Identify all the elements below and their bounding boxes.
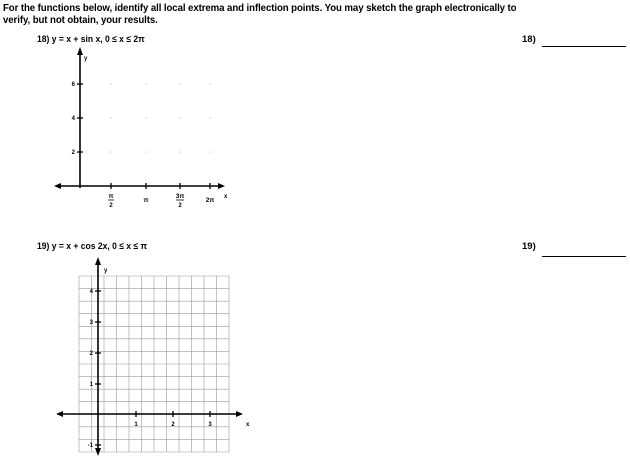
graph-18-dots <box>110 83 211 153</box>
graph-19 <box>56 257 250 456</box>
graph-19-y-tick-label: 4 <box>89 289 93 295</box>
graph-18-y-tick-label: 2 <box>71 150 75 156</box>
graph-18-x-tick-label-num: π <box>143 197 149 204</box>
graph-19-x-label: x <box>246 422 250 428</box>
graph-18-y-tick-label: 6 <box>71 82 75 88</box>
instructions-line-1: For the functions below, identify all local extrema and inflection points. You may sketch the graph electronically to <box>3 2 517 14</box>
graph-19-grid <box>79 276 229 452</box>
instructions-line-2: verify, but not obtain, your results. <box>3 14 158 26</box>
graph-19-y-label: y <box>104 268 108 274</box>
graph-18-y-label: y <box>84 56 88 62</box>
graph-18 <box>54 47 228 209</box>
graph-18-y-tick-label: 4 <box>71 116 75 122</box>
problem-18-label: 18) y = x + sin x, 0 ≤ x ≤ 2π <box>37 34 145 45</box>
graph-18-x-tick-label-den: 2 <box>109 203 113 209</box>
graph-18-x-arrow-left-icon <box>54 183 61 189</box>
graph-19-x-arrow-left-icon <box>56 411 63 417</box>
graph-19-x-tick-label: 1 <box>134 422 138 428</box>
answer-19-number: 19) <box>522 241 536 252</box>
graph-18-y-arrow-icon <box>77 47 83 55</box>
graph-19-y-tick-label: 3 <box>89 320 93 326</box>
graph-18-x-tick-label-num: 2π <box>205 197 215 204</box>
graph-18-x-tick-label-den: 2 <box>178 203 182 209</box>
answer-19-line[interactable] <box>542 256 626 257</box>
graph-18-x-tick-label-num: π <box>108 193 114 200</box>
graph-19-x-tick-label: 3 <box>208 422 212 428</box>
graph-19-y-tick-label: 1 <box>89 382 93 388</box>
problem-19-label: 19) y = x + cos 2x, 0 ≤ x ≤ π <box>37 241 148 252</box>
answer-18-number: 18) <box>522 34 536 45</box>
graph-19-x-arrow-right-icon <box>236 411 243 417</box>
graph-19-y-arrow-up-icon <box>95 257 101 265</box>
graph-19-y-tick-label: 2 <box>89 351 93 357</box>
graph-19-y-tick-label: -1 <box>87 443 93 449</box>
graph-18-x-tick-label-num: 3π <box>175 193 185 200</box>
graph-18-x-arrow-right-icon <box>218 183 225 189</box>
graph-18-x-label: x <box>224 194 228 200</box>
graph-19-x-tick-label: 2 <box>171 422 175 428</box>
